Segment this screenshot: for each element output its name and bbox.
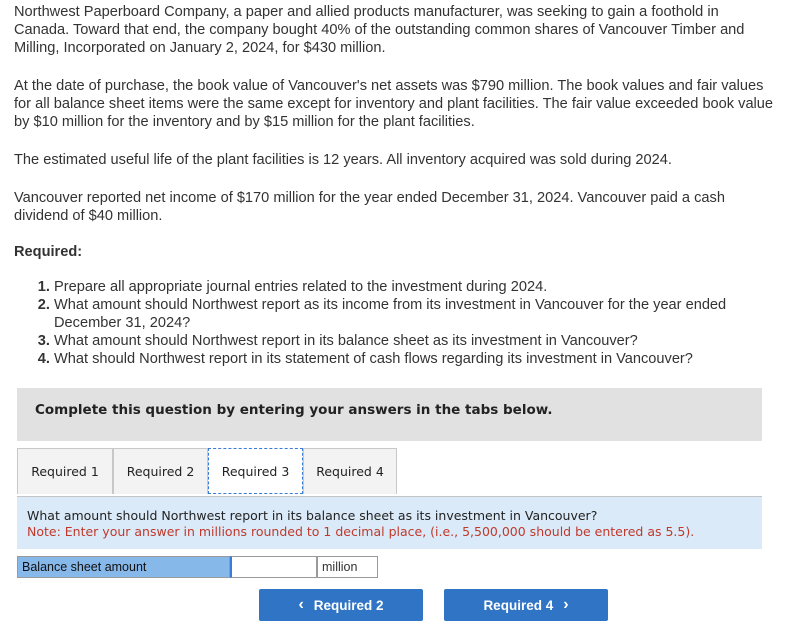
requirement-item-3: 3. What amount should Northwest report in its balance sheet as its investment in Vancouver? [54, 332, 794, 350]
tab-required-3[interactable]: Required 3 [208, 448, 303, 494]
unit-label: million [317, 556, 378, 578]
panel-question: What amount should Northwest report in its balance sheet as its investment in Vancouver? [27, 508, 598, 523]
problem-paragraph-3: The estimated useful life of the plant facilities is 12 years. All inventory acquired was sold during 2024. [14, 152, 672, 168]
problem-paragraph-1: Northwest Paperboard Company, a paper and allied products manufacturer, was seeking to gain a foothold in Canada. Toward that end, the company bought 40% of the outstanding common shares of Vancouver Timber and Milling, Incorporated on January 2, 2024, for $430 million. [14, 4, 745, 56]
balance-sheet-amount-input[interactable] [230, 556, 317, 578]
next-button-label: Required 4 [483, 597, 554, 613]
instructions-text: Complete this question by entering your answers in the tabs below. [35, 402, 553, 418]
problem-paragraph-2: At the date of purchase, the book value of Vancouver's net assets was $790 million. The book values and fair values for all balance sheet items were the same except for inventory and plant facilities. The fair value exceeded book value by $10 million for the inventory and by $15 million for the plant facilities. [14, 78, 774, 130]
required-heading: Required: [14, 244, 83, 260]
chevron-left-icon: ‹ [298, 596, 304, 613]
prev-required-2-button[interactable] [259, 589, 423, 621]
tab-required-1[interactable]: Required 1 [17, 448, 113, 494]
question-panel [17, 496, 762, 549]
tab-required-2[interactable]: Required 2 [113, 448, 208, 494]
tab-required-4[interactable]: Required 4 [303, 448, 397, 494]
balance-sheet-amount-label: Balance sheet amount [17, 556, 230, 578]
requirement-item-1: 1. Prepare all appropriate journal entries related to the investment during 2024. [54, 278, 794, 296]
chevron-right-icon: › [563, 596, 569, 613]
problem-paragraph-4: Vancouver reported net income of $170 million for the year ended December 31, 2024. Vancouver paid a cash dividend of $40 million. [14, 190, 725, 224]
requirements-list [26, 278, 794, 368]
requirement-item-2: 2. What amount should Northwest report as its income from its investment in Vancouver for the year ended December 31, 2024? [54, 296, 794, 332]
panel-note: Note: Enter your answer in millions rounded to 1 decimal place, (i.e., 5,500,000 should be entered as 5.5). [27, 524, 695, 539]
instructions-banner [17, 388, 762, 441]
prev-button-label: Required 2 [313, 597, 384, 613]
next-required-4-button[interactable] [444, 589, 608, 621]
requirement-item-4: 4. What should Northwest report in its statement of cash flows regarding its investment in Vancouver? [54, 350, 794, 368]
